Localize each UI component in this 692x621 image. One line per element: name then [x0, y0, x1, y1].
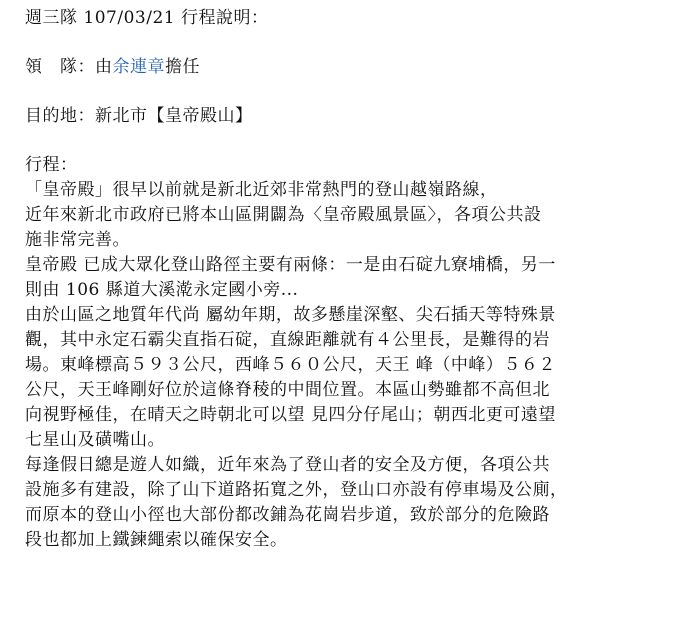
itinerary-line: 七星山及磺嘴山。	[25, 430, 165, 450]
itinerary-line: 設施多有建設，除了山下道路拓寬之外，登山口亦設有停車場及公廁，	[25, 480, 568, 500]
itinerary-line: 則由 106 縣道大溪漧永定國小旁...	[25, 280, 299, 300]
leader-name: 余連章	[112, 57, 165, 77]
destination-value: 新北市【皇帝殿山】	[95, 106, 253, 126]
itinerary-line: 觀，其中永定石霸尖直指石碇，直線距離就有４公里長，是難得的岩	[25, 330, 550, 350]
itinerary-line: 施非常完善。	[25, 230, 130, 250]
spacer	[25, 31, 685, 55]
itinerary-heading: 行程：	[25, 155, 78, 175]
itinerary-line: 公尺，天王峰剛好位於這條脊稜的中間位置。本區山勢雖都不高但北	[25, 380, 550, 400]
destination-label: 目的地：	[25, 106, 95, 126]
itinerary-line: 每逢假日總是遊人如織，近年來為了登山者的安全及方便，各項公共	[25, 455, 550, 475]
spacer	[25, 129, 685, 153]
leader-line	[25, 55, 685, 80]
itinerary-line: 場。東峰標高５９３公尺，西峰５６０公尺，天王 峰（中峰）５６２	[25, 355, 556, 375]
leader-suffix: 擔任	[165, 57, 200, 77]
leader-prefix: 由	[95, 57, 113, 77]
destination-line	[25, 104, 685, 129]
itinerary-line: 向視野極佳，在晴天之時朝北可以望 見四分仔尾山；朝西北更可遠望	[25, 405, 556, 425]
spacer	[25, 80, 685, 104]
leader-label: 領 隊：	[25, 57, 95, 77]
itinerary-line: 段也都加上鐵鍊繩索以確保安全。	[25, 530, 288, 550]
document-title: 週三隊 107/03/21 行程說明：	[25, 8, 269, 28]
document-body	[25, 6, 685, 553]
itinerary-line: 皇帝殿 已成大眾化登山路徑主要有兩條：一是由石碇九寮埔橋，另一	[25, 255, 556, 275]
itinerary-line: 「皇帝殿」很早以前就是新北近郊非常熱門的登山越嶺路線，	[25, 180, 498, 200]
itinerary-line: 近年來新北市政府已將本山區開闢為〈皇帝殿風景區〉，各項公共設	[25, 205, 542, 225]
itinerary-line: 而原本的登山小徑也大部份都改鋪為花崗岩步道，致於部分的危險路	[25, 505, 550, 525]
itinerary-line: 由於山區之地質年代尚 屬幼年期，故多懸崖深壑、尖石插天等特殊景	[25, 305, 556, 325]
